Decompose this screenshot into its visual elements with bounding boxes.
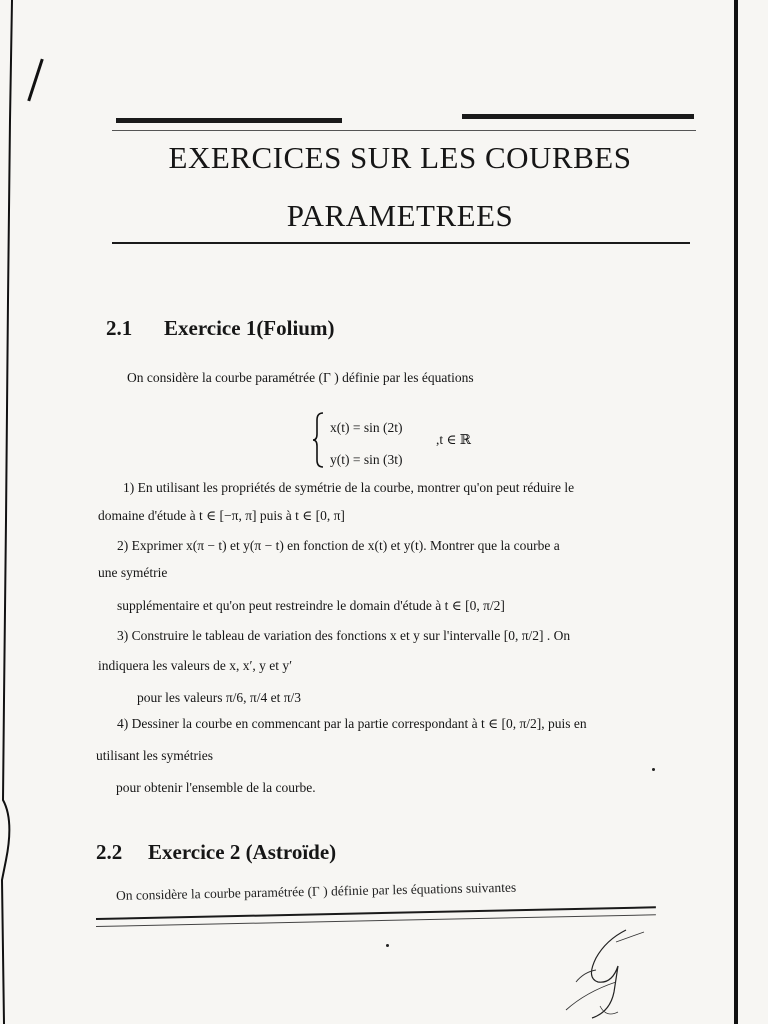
question-4-line-1: 4) Dessiner la courbe en commencant par la partie correspondant à t ∈ [0, π/2], puis en bbox=[117, 716, 587, 731]
exercise-2-intro: On considère la courbe paramétrée (Γ ) définie par les équations suivantes bbox=[115, 879, 517, 903]
question-4-line-3: pour obtenir l'ensemble de la courbe. bbox=[116, 780, 316, 795]
equation-x: x(t) = sin (2t) bbox=[330, 420, 403, 435]
section-number: 2.1 bbox=[106, 316, 133, 340]
question-3-line-1: 3) Construire le tableau de variation des fonctions x et y sur l'intervalle [0, π/2] . On bbox=[117, 628, 571, 643]
signature-scribble bbox=[556, 922, 656, 1022]
page-title-line-2: PARAMETREES bbox=[286, 198, 514, 233]
page-left-edge bbox=[0, 0, 18, 1024]
question-1-line-2: domaine d'étude à t ∈ [−π, π] puis à t ∈ [0, π] bbox=[98, 508, 345, 523]
question-1-line-1: 1) En utilisant les propriétés de symétrie de la courbe, montrer qu'on peut réduire le bbox=[123, 480, 575, 495]
question-4-line-2: utilisant les symétries bbox=[96, 748, 213, 763]
question-2-line-3: supplémentaire et qu'on peut restreindre le domain d'étude à t ∈ [0, π/2] bbox=[117, 598, 505, 613]
equation-domain: ,t ∈ ℝ bbox=[436, 432, 472, 447]
question-2-line-1: 2) Exprimer x(π − t) et y(π − t) en fonction de x(t) et y(t). Montrer que la courbe a bbox=[117, 538, 560, 553]
scan-speck bbox=[386, 944, 389, 947]
section-heading-2-1 bbox=[106, 316, 334, 341]
exercise-1-intro: On considère la courbe paramétrée (Γ ) définie par les équations bbox=[127, 370, 474, 385]
question-3-line-2: indiquera les valeurs de x, x′, y et y′ bbox=[98, 658, 293, 673]
footer-rule-thick bbox=[96, 906, 656, 920]
pen-slash-mark bbox=[27, 59, 43, 102]
section-heading-2-2 bbox=[96, 840, 336, 865]
question-3-line-3: pour les valeurs π/6, π/4 et π/3 bbox=[137, 690, 302, 705]
page-right-edge bbox=[734, 0, 738, 1024]
title-top-rule-right bbox=[462, 114, 694, 119]
title-top-rule-left bbox=[116, 118, 342, 123]
left-brace-icon bbox=[312, 412, 324, 468]
equation-y: y(t) = sin (3t) bbox=[330, 452, 403, 467]
page-title-line-1: EXERCICES SUR LES COURBES bbox=[168, 140, 632, 175]
section-title: Exercice 2 (Astroïde) bbox=[148, 840, 337, 864]
equation-system bbox=[312, 412, 502, 474]
section-number: 2.2 bbox=[96, 840, 123, 864]
section-title: Exercice 1(Folium) bbox=[164, 316, 335, 340]
scan-speck bbox=[652, 768, 655, 771]
question-2-line-2: une symétrie bbox=[98, 565, 168, 580]
title-bottom-rule bbox=[112, 242, 690, 244]
title-top-thin-rule bbox=[112, 130, 696, 131]
